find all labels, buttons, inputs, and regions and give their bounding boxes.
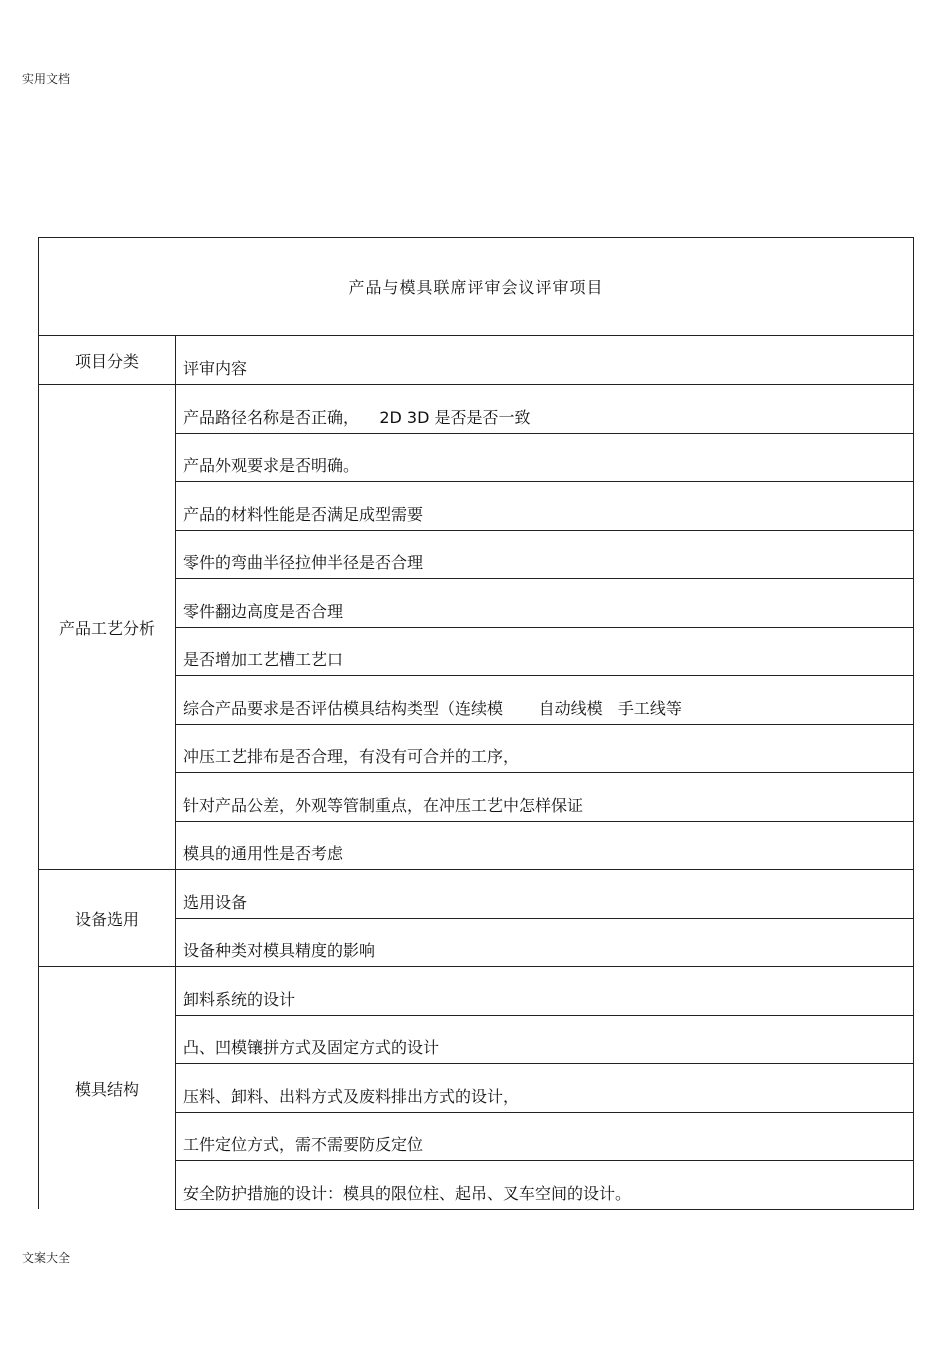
table-row (39, 967, 914, 1016)
content-cell: 产品外观要求是否明确。 (176, 433, 914, 482)
table-row (39, 385, 914, 434)
category-cell: 设备选用 (39, 870, 176, 967)
page-footer-note: 文案大全 (22, 1251, 71, 1265)
category-cell: 产品工艺分析 (39, 385, 176, 870)
content-cell: 工件定位方式，需不需要防反定位 (176, 1112, 914, 1161)
column-header-category: 项目分类 (39, 336, 176, 385)
table-row (39, 870, 914, 919)
content-cell: 产品的材料性能是否满足成型需要 (176, 482, 914, 531)
table-header-row (39, 336, 914, 385)
content-cell: 零件翻边高度是否合理 (176, 579, 914, 628)
content-cell: 冲压工艺排布是否合理，有没有可合并的工序， (176, 724, 914, 773)
column-header-content: 评审内容 (176, 336, 914, 385)
content-cell: 零件的弯曲半径拉伸半径是否合理 (176, 530, 914, 579)
content-cell: 卸料系统的设计 (176, 967, 914, 1016)
content-cell: 模具的通用性是否考虑 (176, 821, 914, 870)
content-cell: 针对产品公差，外观等管制重点，在冲压工艺中怎样保证 (176, 773, 914, 822)
review-items-table (38, 237, 914, 1210)
content-cell: 综合产品要求是否评估模具结构类型（连续模 自动线模 手工线等 (176, 676, 914, 725)
category-cell: 模具结构 (39, 967, 176, 1210)
table-title-row (39, 238, 914, 336)
content-cell: 选用设备 (176, 870, 914, 919)
content-cell: 安全防护措施的设计：模具的限位柱、起吊、叉车空间的设计。 (176, 1161, 914, 1210)
content-cell: 压料、卸料、出料方式及废料排出方式的设计， (176, 1064, 914, 1113)
table-title (39, 238, 914, 336)
page-header-note: 实用文档 (22, 72, 71, 86)
table-title-text: 产品与模具联席评审会议评审项目 (348, 278, 604, 297)
content-cell: 产品路径名称是否正确， 2D 3D 是否是否一致 (176, 385, 914, 434)
content-cell: 设备种类对模具精度的影响 (176, 918, 914, 967)
content-cell: 凸、凹模镶拼方式及固定方式的设计 (176, 1015, 914, 1064)
content-cell: 是否增加工艺槽工艺口 (176, 627, 914, 676)
